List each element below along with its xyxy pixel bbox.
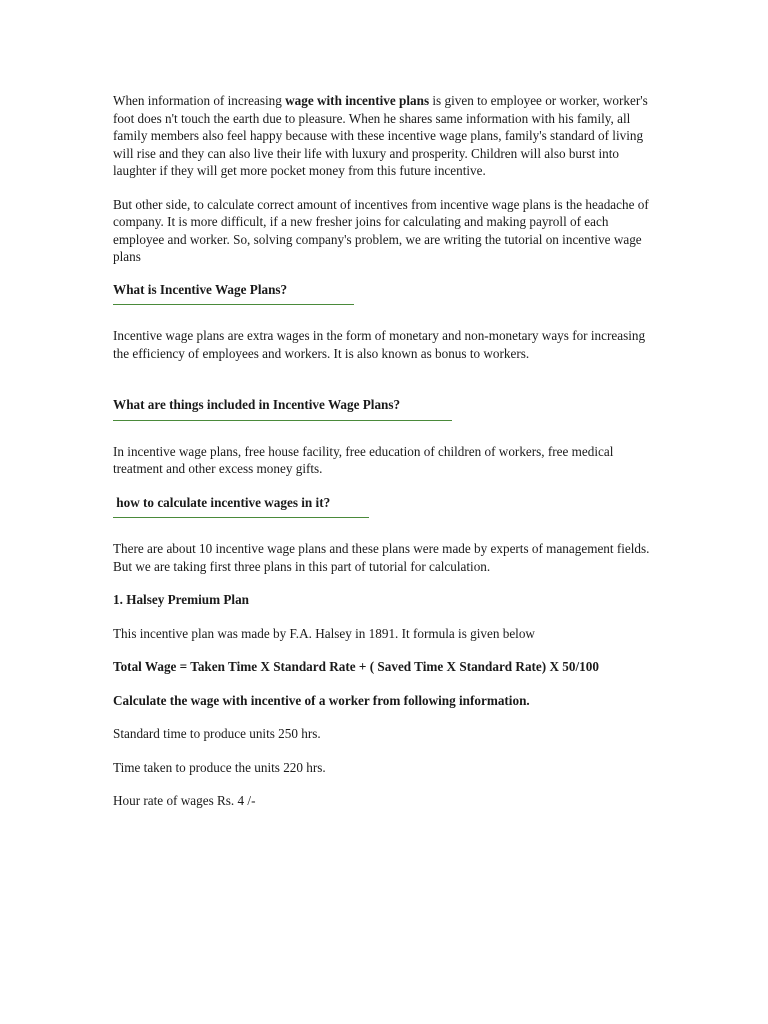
plan-formula: Total Wage = Taken Time X Standard Rate + ( Saved Time X Standard Rate) X 50/100 xyxy=(113,659,599,674)
section-heading-things-included: What are things included in Incentive Wage Plans? xyxy=(113,397,401,412)
plan-description: This incentive plan was made by F.A. Halsey in 1891. It formula is given below xyxy=(113,625,535,641)
heading-underline xyxy=(113,517,369,518)
heading-underline xyxy=(113,304,354,305)
intro-bold-keyword: wage with incentive plans xyxy=(285,93,430,108)
document-page xyxy=(113,90,658,826)
intro-text-before: When information of increasing xyxy=(113,93,286,108)
section-body-what-is: Incentive wage plans are extra wages in the form of monetary and non-monetary ways for increasing the efficiency of employees and workers. It is also known as bonus to workers. xyxy=(113,328,646,361)
company-problem-paragraph: But other side, to calculate correct amount of incentives from incentive wage plans is the headache of company. It is more difficult, if a new fresher joins for calculating and making payroll of each employee and worker. So, solving company's problem, we are writing the tutorial on incentive wage plans xyxy=(113,196,649,264)
heading-underline xyxy=(113,420,452,421)
section-heading-how-to-calculate: how to calculate incentive wages in it? xyxy=(113,494,331,510)
section-heading-what-is: What is Incentive Wage Plans? xyxy=(113,281,288,297)
intro-text-after: is given to employee or worker, worker's foot does n't touch the earth due to pleasure. When he shares same information with his family, all family members also feel happy because with these incentive wage plans, family's standard of living will rise and they can also live their life with luxury and prosperity. Children will also burst into laughter if they will get more pocket money from this future incentive. xyxy=(113,93,648,178)
example-question: Calculate the wage with incentive of a worker from following information. xyxy=(113,692,530,708)
example-info-line: Time taken to produce the units 220 hrs. xyxy=(113,759,326,775)
intro-paragraph xyxy=(113,92,658,180)
example-info-line: Hour rate of wages Rs. 4 /- xyxy=(113,793,256,808)
example-info-line: Standard time to produce units 250 hrs. xyxy=(113,726,321,741)
section-body-things-included: In incentive wage plans, free house facility, free education of children of workers, free medical treatment and other excess money gifts. xyxy=(113,443,614,476)
section-body-how-to-calculate: There are about 10 incentive wage plans and these plans were made by experts of management fields. But we are taking first three plans in this part of tutorial for calculation. xyxy=(113,541,650,574)
plan-title: 1. Halsey Premium Plan xyxy=(113,592,250,607)
